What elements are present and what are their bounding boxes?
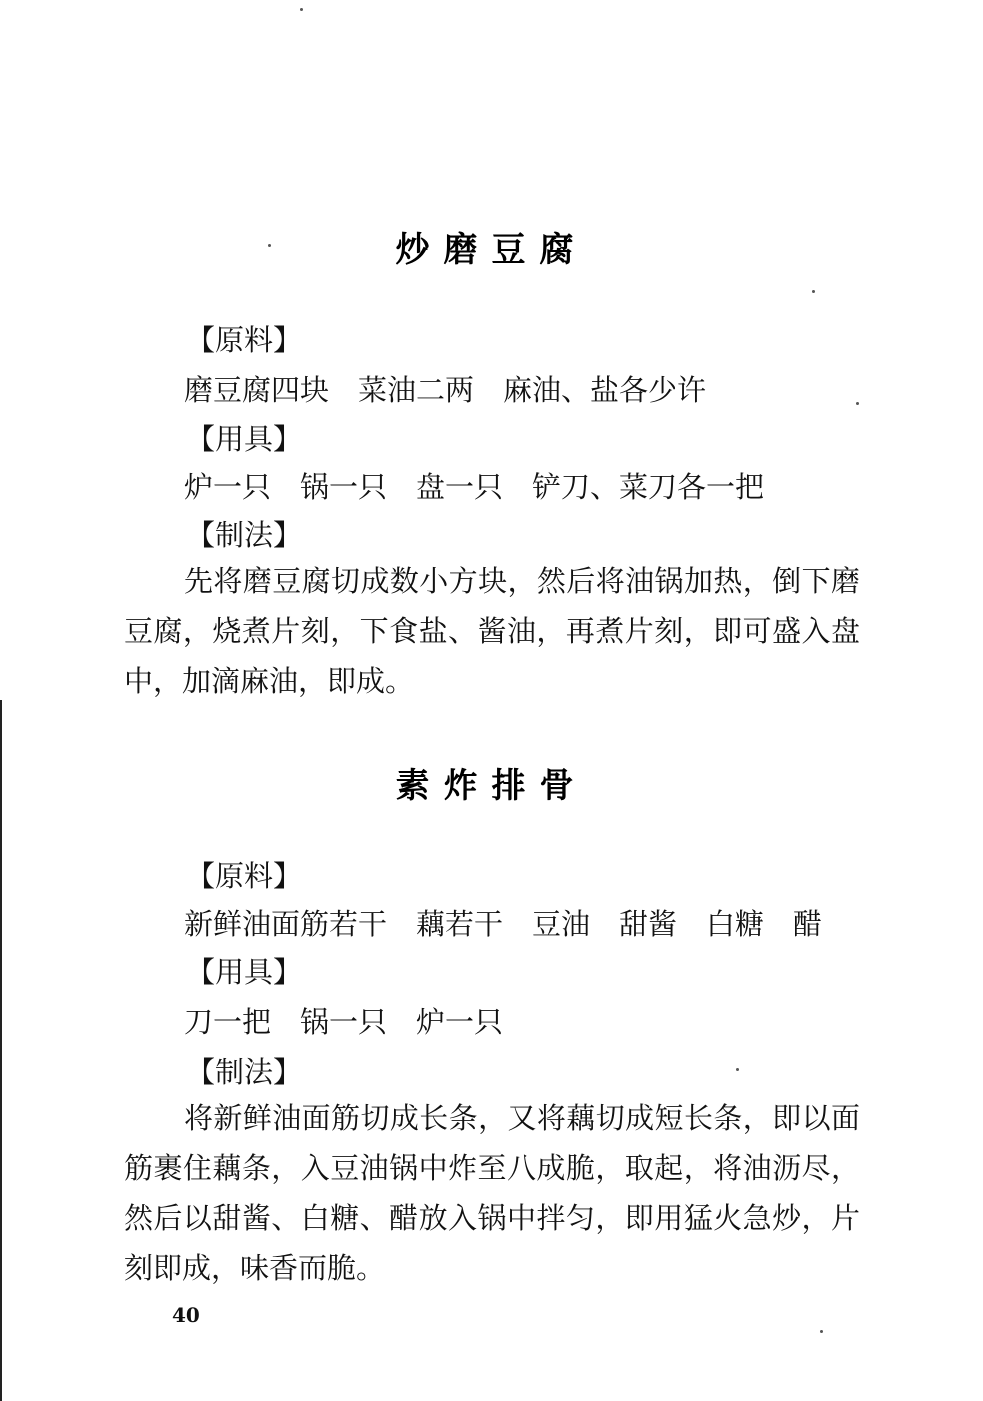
- ingredients-label: 【原料】: [186, 323, 303, 357]
- method-label: 【制法】: [186, 518, 303, 552]
- method-label: 【制法】: [186, 1055, 303, 1089]
- method-text: 将新鲜油面筋切成长条，又将藕切成短长条，即以面筋裹住藕条，入豆油锅中炸至八成脆，取起，将油沥尽，然后以甜酱、白糖、醋放入锅中拌匀，即用猛火急炒，片刻即成，味香而脆。: [124, 1101, 860, 1285]
- tools-label: 【用具】: [186, 422, 303, 456]
- recipe-title: 炒磨豆腐: [395, 230, 588, 270]
- tools-text: 刀一把 锅一只 炉一只: [184, 1005, 504, 1039]
- tools-text: 炉一只 锅一只 盘一只 铲刀、菜刀各一把: [184, 470, 765, 504]
- page-number: 40: [172, 1303, 200, 1327]
- scan-speck: [300, 8, 303, 11]
- method-text: 先将磨豆腐切成数小方块，然后将油锅加热，倒下磨豆腐，烧煮片刻，下食盐、酱油，再煮片刻，即可盛入盘中，加滴麻油，即成。: [124, 564, 860, 698]
- ingredients-text: 新鲜油面筋若干 藕若干 豆油 甜酱 白糖 醋: [184, 907, 823, 941]
- scan-speck: [736, 1068, 739, 1071]
- scan-speck: [856, 402, 859, 405]
- ingredients-label: 【原料】: [186, 859, 303, 893]
- scan-speck: [268, 244, 271, 247]
- scan-speck: [812, 290, 815, 293]
- scan-speck: [820, 1330, 823, 1333]
- tools-label: 【用具】: [186, 955, 303, 989]
- ingredients-text: 磨豆腐四块 菜油二两 麻油、盐各少许: [184, 373, 707, 407]
- recipe-title: 素炸排骨: [395, 766, 588, 806]
